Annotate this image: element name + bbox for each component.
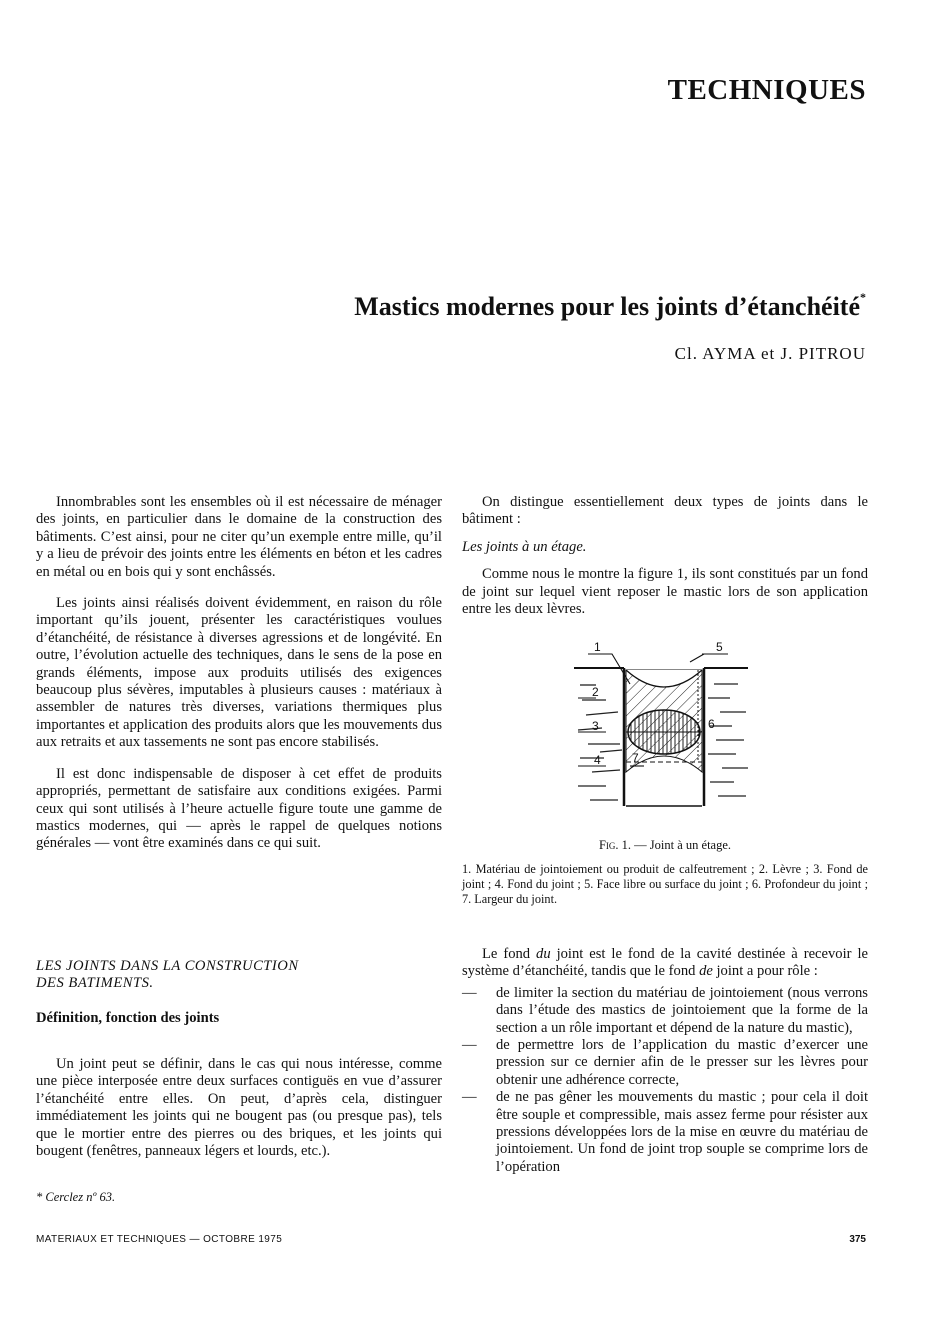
text-run-italic: de [699, 963, 713, 980]
fig-label-5: 5 [716, 640, 723, 654]
list-dash: — [462, 1089, 477, 1106]
left-column-definition [36, 1056, 442, 1174]
figure-caption-text: — Joint à un étage. [631, 838, 732, 852]
section-heading [36, 958, 442, 992]
paragraph: Comme nous le montre la figure 1, ils sont constitués par un fond de joint sur lequel vient reposer le mastic lors de son application entre les deux lèvres. [462, 566, 868, 618]
article-title-text: Mastics modernes pour les joints d’étanchéité [354, 292, 860, 321]
fig-label-3: 3 [592, 719, 599, 733]
section-heading-line-1: LES JOINTS DANS LA CONSTRUCTION [36, 958, 299, 974]
text-run: joint est le fond de la cavité destinée à recevoir le système d’étanchéité, tandis que le fond [462, 946, 868, 980]
fig-label-7: 7 [632, 751, 639, 765]
paragraph: Un joint peut se définir, dans le cas qui nous intéresse, comme une pièce interposée entre deux surfaces contiguës en vue d’assurer l’étanchéité entre elles. On peut, d’après cela, distinguer immédiatement les joints qui ne bougent pas (ou presque pas), tels que le mortier entre des pierres ou des briques, et les joints qui bougent (fenêtres, panneaux légers et lourds, etc.). [36, 1056, 442, 1160]
list-item-text: de ne pas gêner les mouvements du mastic ; pour cela il doit être souple et compressible, mais assez ferme pour résister aux pressions développées lors de la mise en œuvre du matériau de jointoiement. Un fond de joint trop souple se comprime lors de l’opération [496, 1089, 868, 1175]
list-item [462, 1037, 868, 1089]
fig-label-4: 4 [594, 753, 601, 767]
fig-label-6: 6 [708, 717, 715, 731]
text-run: joint a pour rôle : [712, 963, 818, 980]
role-list [462, 985, 868, 1176]
section-heading-line-2: DES BATIMENTS. [36, 975, 154, 991]
figure-caption [462, 838, 868, 853]
paragraph: Il est donc indispensable de disposer à cet effet de produits appropriés, permettant de satisfaire aux conditions exigées. Parmi ceux qui sont utilisés à l’heure actuelle figure toute une gamme de mastics modernes, qui — après le rappel de quelques notions générales — vont être examinés dans ce qui suit. [36, 765, 442, 852]
list-dash: — [462, 1037, 477, 1054]
left-column-intro [36, 494, 442, 867]
sub-heading: Définition, fonction des joints [36, 1010, 220, 1026]
article-authors: Cl. AYMA et J. PITROU [674, 344, 866, 363]
list-item [462, 1089, 868, 1176]
list-item [462, 985, 868, 1037]
figure-caption-prefix: Fig. 1. [598, 838, 632, 852]
joint-diagram-svg [566, 640, 752, 812]
title-footnote-mark: * [860, 290, 866, 304]
right-wall-hatching [708, 684, 748, 796]
right-column-joint-role [462, 946, 868, 1176]
left-wall-hatching [578, 685, 622, 800]
paragraph: On distingue essentiellement deux types de joints dans le bâtiment : [462, 494, 868, 528]
right-column-intro [462, 494, 868, 632]
text-run-italic: du [536, 946, 551, 962]
left-wall [574, 668, 624, 806]
figure-joint-diagram [566, 640, 752, 812]
footnote: * Cerclez nº 63. [36, 1190, 116, 1204]
text-run: Le fond [482, 946, 537, 962]
list-item-text: de permettre lors de l’application du mastic d’exercer une pression sur ce dernier afin de le presser sur les lèvres pour obtenir une adhérence correcte, [496, 1037, 868, 1088]
paragraph: Les joints ainsi réalisés doivent évidemment, en raison du rôle important qu’ils jouent, présenter les caractéristiques voulues d’étanchéité, de résistance à diverses agressions et de longévité. En outre, l’évolution actuelle des techniques, dans le sens de la pose en grands éléments, impose aux produits utilisés des exigences beaucoup plus sévères, imputables à plusieurs causes : matériaux à assembler de natures très diverses, variations thermiques plus importantes et application des produits alors que les mouvements dus aux retraits et aux tassements ne sont pas encore stabilisés. [36, 595, 442, 751]
paragraph [462, 946, 868, 981]
list-dash: — [462, 984, 477, 1001]
fig-label-2: 2 [592, 685, 599, 699]
footer-page-number: 375 [849, 1234, 866, 1245]
list-item-text: de limiter la section du matériau de jointoiement (nous verrons dans l’étude des mastics de jointoiement que la forme de la section a un rôle important et dépend de la nature du mastic), [496, 984, 868, 1036]
paragraph: Innombrables sont les ensembles où il est nécessaire de ménager des joints, en particulier dans le domaine de la construction des bâtiments. C’est ainsi, pour ne citer qu’un exemple entre mille, qu’il y a lieu de prévoir des joints entre les éléments en béton et les cadres en métal ou en bois qui y sont enchâssés. [36, 494, 442, 580]
footer-journal: MATERIAUX ET TECHNIQUES — OCTOBRE 1975 [36, 1234, 283, 1245]
article-title [270, 292, 866, 322]
paragraph-italic: Les joints à un étage. [462, 538, 587, 555]
section-header: TECHNIQUES [667, 74, 866, 106]
figure-legend: 1. Matériau de jointoiement ou produit de calfeutrement ; 2. Lèvre ; 3. Fond de joint ; 4. Fond du joint ; 5. Face libre ou surface du joint ; 6. Profondeur du joint ; 7. Largeur du joint. [462, 862, 868, 906]
fig-label-1: 1 [594, 640, 601, 654]
